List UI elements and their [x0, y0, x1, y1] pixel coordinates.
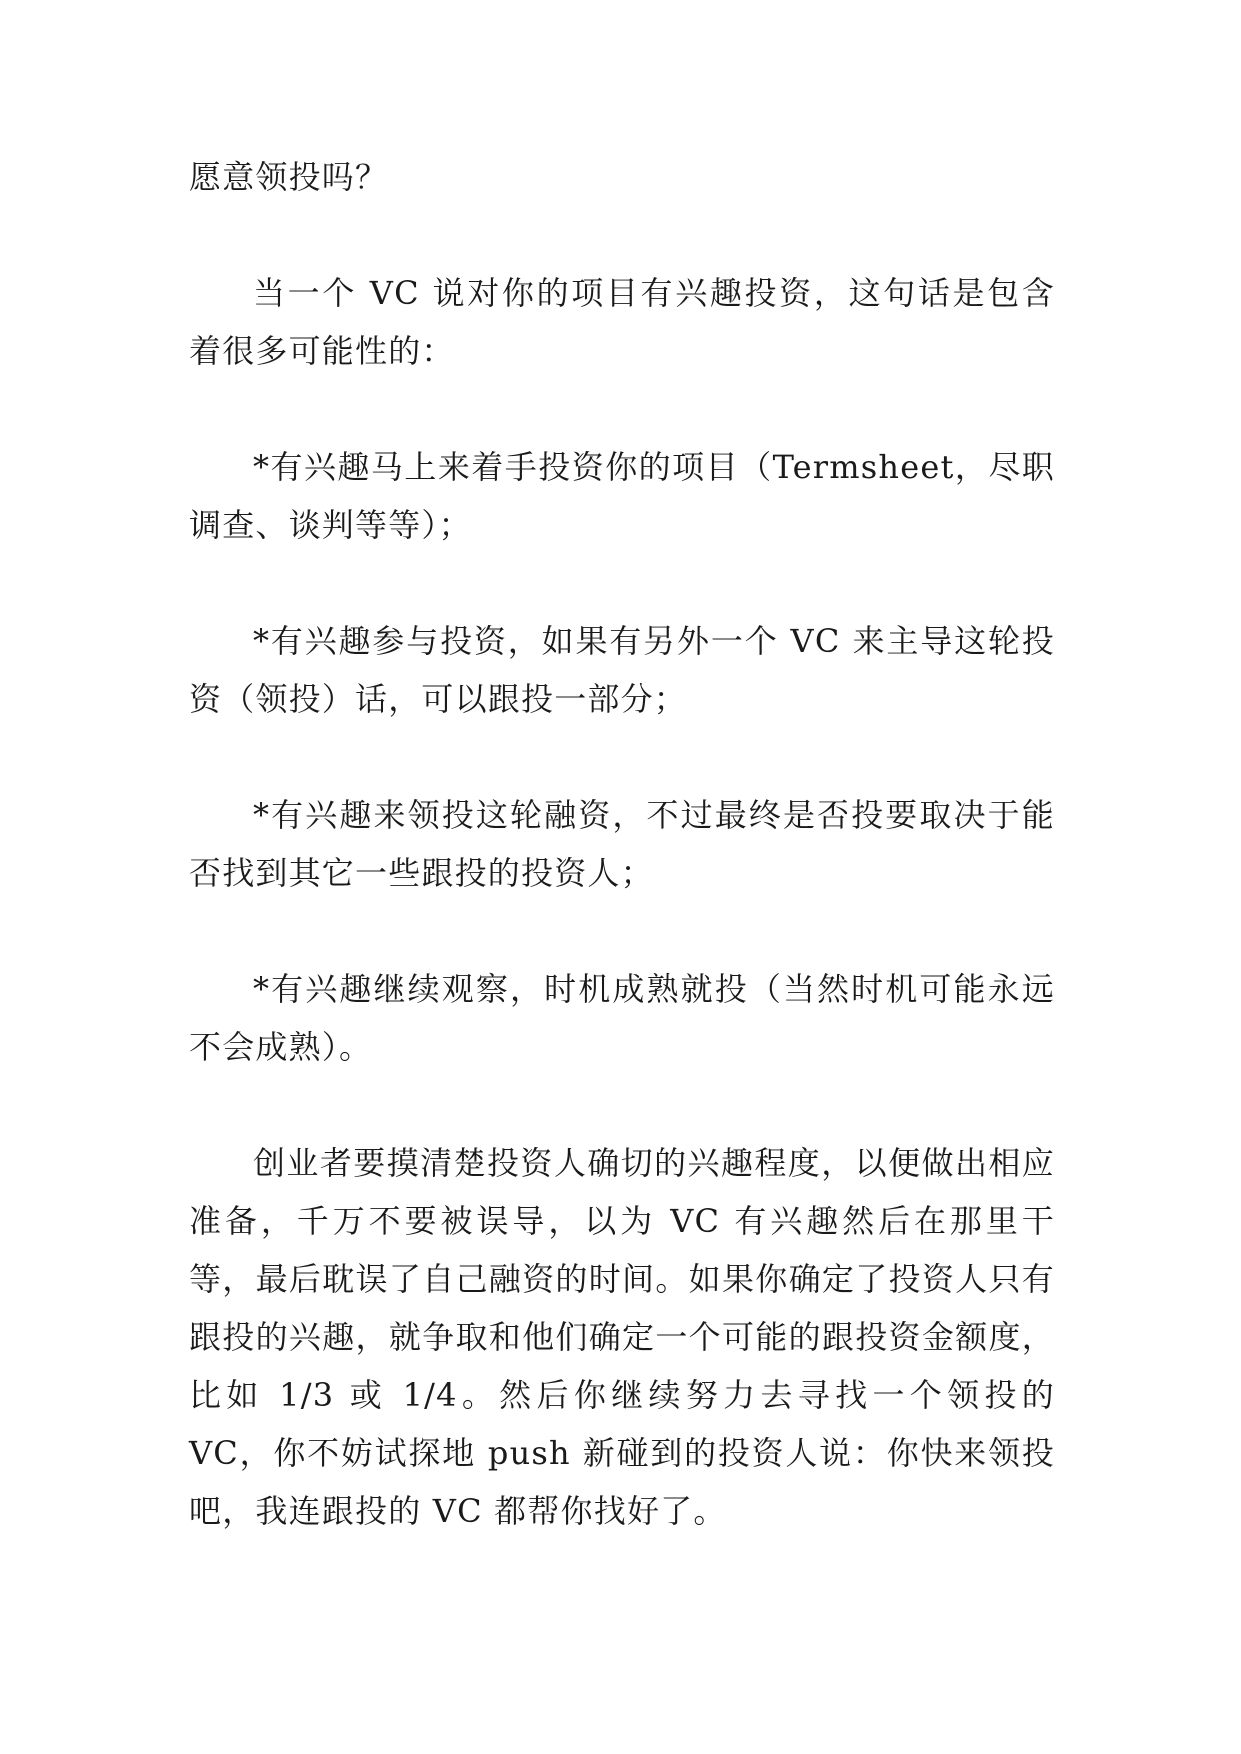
paragraph-spacer: [189, 1076, 1055, 1134]
paragraph-spacer: [189, 380, 1055, 438]
list-item-lead-investment: *有兴趣来领投这轮融资，不过最终是否投要取决于能否找到其它一些跟投的投资人；: [189, 796, 1055, 892]
paragraph-spacer: [189, 902, 1055, 960]
list-item-follow-investment: *有兴趣参与投资，如果有另外一个 VC 来主导这轮投资（领投）话，可以跟投一部分；: [189, 622, 1055, 718]
list-item-immediate-investment: *有兴趣马上来着手投资你的项目（Termsheet，尽职调查、谈判等等）；: [189, 448, 1055, 544]
paragraph-intro: 当一个 VC 说对你的项目有兴趣投资，这句话是包含着很多可能性的：: [189, 274, 1055, 370]
paragraph-spacer: [189, 554, 1055, 612]
document-body: [189, 148, 1055, 1540]
paragraph-question: 愿意领投吗？: [189, 158, 389, 196]
paragraph-advice: 创业者要摸清楚投资人确切的兴趣程度，以便做出相应准备，千万不要被误导，以为 VC 有兴趣然后在那里干等，最后耽误了自己融资的时间。如果你确定了投资人只有跟投的兴趣，就争取和他们确定一个可能的跟投资金额度，比如 1/3 或 1/4。然后你继续努力去寻找一个领投的 VC，你不妨试探地 push 新碰到的投资人说：你快来领投吧，我连跟投的 VC 都帮你找好了。: [189, 1144, 1055, 1530]
paragraph-spacer: [189, 728, 1055, 786]
list-item-observe: *有兴趣继续观察，时机成熟就投（当然时机可能永远不会成熟）。: [189, 970, 1055, 1066]
paragraph-spacer: [189, 206, 1055, 264]
